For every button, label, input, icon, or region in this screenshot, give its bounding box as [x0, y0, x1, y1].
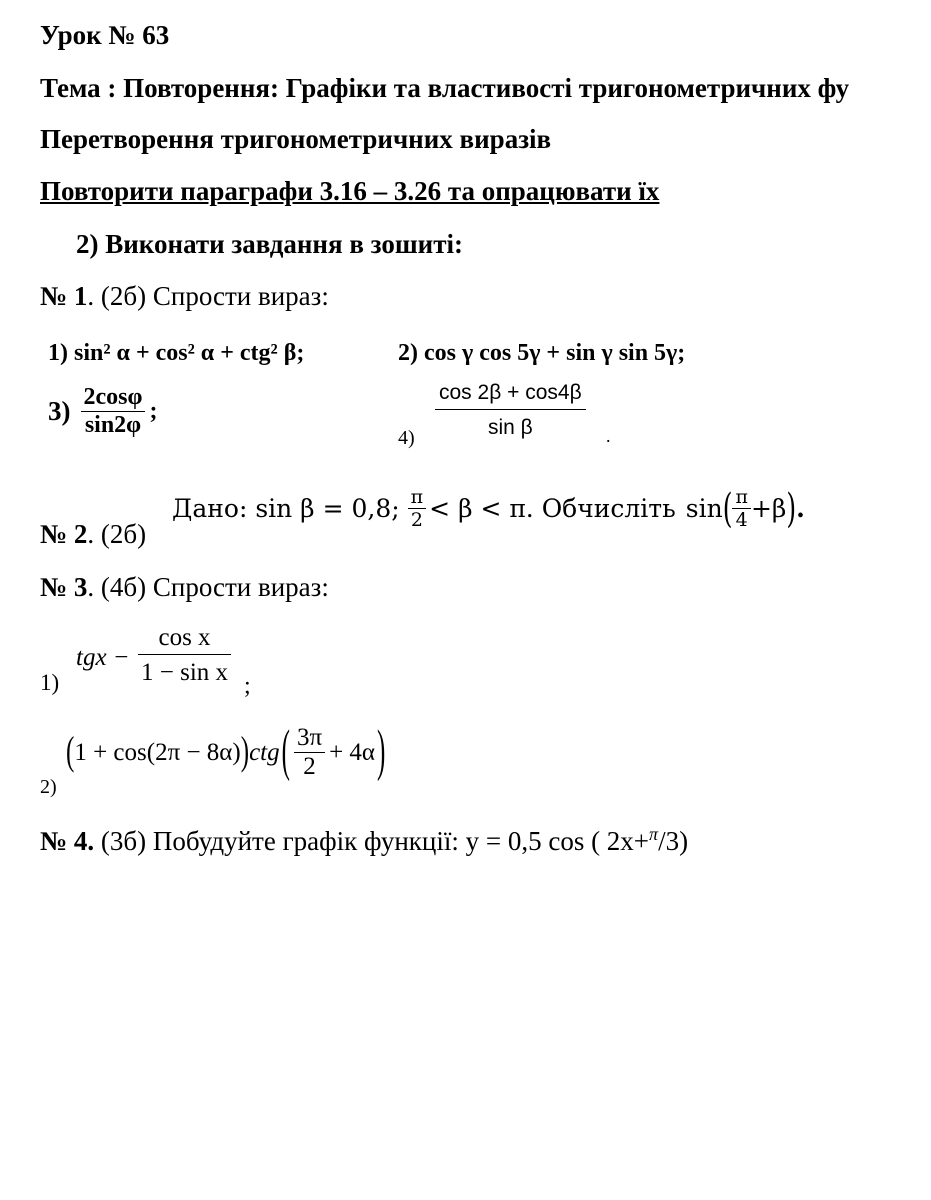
task3-item2-lead: 1 + cos(2π − 8α) — [74, 738, 241, 766]
task1-item3-fraction — [81, 384, 146, 439]
task2-close-paren: ) — [786, 485, 797, 532]
task3-item1-label: 1) — [40, 670, 60, 695]
task1-item4-numerator: cos 2β + cos4β — [439, 381, 582, 404]
task2-condition: < β < π — [429, 494, 526, 523]
task3-item1-fraction — [138, 624, 231, 687]
task3-item2-fraction — [294, 724, 325, 781]
task3-item1-denominator: 1 − sin x — [138, 654, 231, 687]
do-task-instruction: 2) Виконати завдання в зошиті: — [76, 229, 463, 259]
task3-item2-denominator: 2 — [294, 752, 325, 781]
task4-desc: (3б) Побудуйте графік функції: у = 0,5 cos ( 2х+ — [94, 826, 650, 856]
task2-compute: . Обчисліть — [525, 494, 676, 523]
task3-item1-tail: ; — [244, 673, 251, 699]
topic-line-1: Тема : Повторення: Графіки та властивості тригонометричних фу — [40, 73, 850, 103]
task4-end: /3) — [658, 826, 689, 856]
task3-item1-lead: tgx − — [76, 644, 130, 671]
task3-item2-big-open-paren: ( — [281, 720, 290, 783]
task3-item2-expression — [66, 720, 386, 783]
task2-number: № 2 — [40, 519, 88, 549]
task1-item2: 2) cos γ cos 5γ + sin γ sin 5γ; — [398, 340, 686, 366]
task1-number: № 1 — [40, 281, 88, 311]
topic-line-2: Перетворення тригонометричних виразів — [40, 124, 552, 154]
task3-desc: . (4б) Спрости вираз: — [87, 572, 329, 602]
task2-sin: sin — [685, 494, 723, 523]
task1-heading — [40, 281, 329, 312]
lesson-title: Урок № 63 — [40, 20, 170, 50]
task1-item1: 1) sin² α + cos² α + ctg² β; — [48, 340, 305, 366]
task1-item3-tail: ; — [149, 398, 158, 424]
task2-given: Дано: sin β = 0,8; — [172, 494, 400, 523]
task3-item1-numerator: cos x — [158, 624, 211, 651]
task3-number: № 3 — [40, 572, 88, 602]
task2-desc: . (2б) — [87, 519, 147, 549]
task4-line — [40, 824, 688, 857]
task2-open-paren: ( — [722, 485, 733, 532]
task3-item2-numerator: 3π — [296, 724, 323, 751]
task1-item3-numerator: 2cosφ — [83, 384, 143, 410]
task2-heading — [40, 519, 146, 550]
task3-item2-tail: + 4α — [329, 738, 376, 766]
task1-item4-label: 4) — [398, 427, 415, 449]
task1-item4-fraction — [435, 381, 586, 440]
task2-condition-fraction — [408, 486, 427, 531]
task3-item2-label: 2) — [40, 776, 57, 798]
task2-end: . — [796, 494, 805, 523]
task1-item3 — [48, 384, 157, 439]
repeat-instruction: Повторити параграфи 3.16 – 3.26 та опрацювати їх — [40, 176, 660, 206]
task2-expression — [172, 486, 805, 531]
task2-inner-fraction — [732, 486, 751, 531]
task3-item2-close-paren: ) — [240, 730, 250, 774]
task1-item4-denominator: sin β — [435, 409, 586, 440]
task3-heading — [40, 572, 329, 603]
task1-item3-denominator: sin2φ — [81, 411, 146, 439]
task3-item2-open-paren: ( — [66, 730, 75, 774]
task1-item3-label: 3) — [48, 396, 71, 426]
task1-desc: . (2б) Спрости вираз: — [87, 281, 329, 311]
task4-pi: π — [649, 824, 659, 844]
task2-fraction-denominator: 2 — [408, 508, 427, 531]
task2-fraction-numerator: π — [410, 486, 424, 508]
task4-number: № 4. — [40, 826, 95, 856]
task2-inner-tail: +β — [750, 494, 787, 523]
task1-item4-tail: . — [606, 426, 611, 446]
task3-item2-big-close-paren: ) — [377, 720, 386, 783]
task2-inner-denominator: 4 — [732, 508, 751, 531]
task2-inner-numerator: π — [735, 486, 748, 508]
task3-item2-ctg: ctg — [249, 738, 280, 766]
